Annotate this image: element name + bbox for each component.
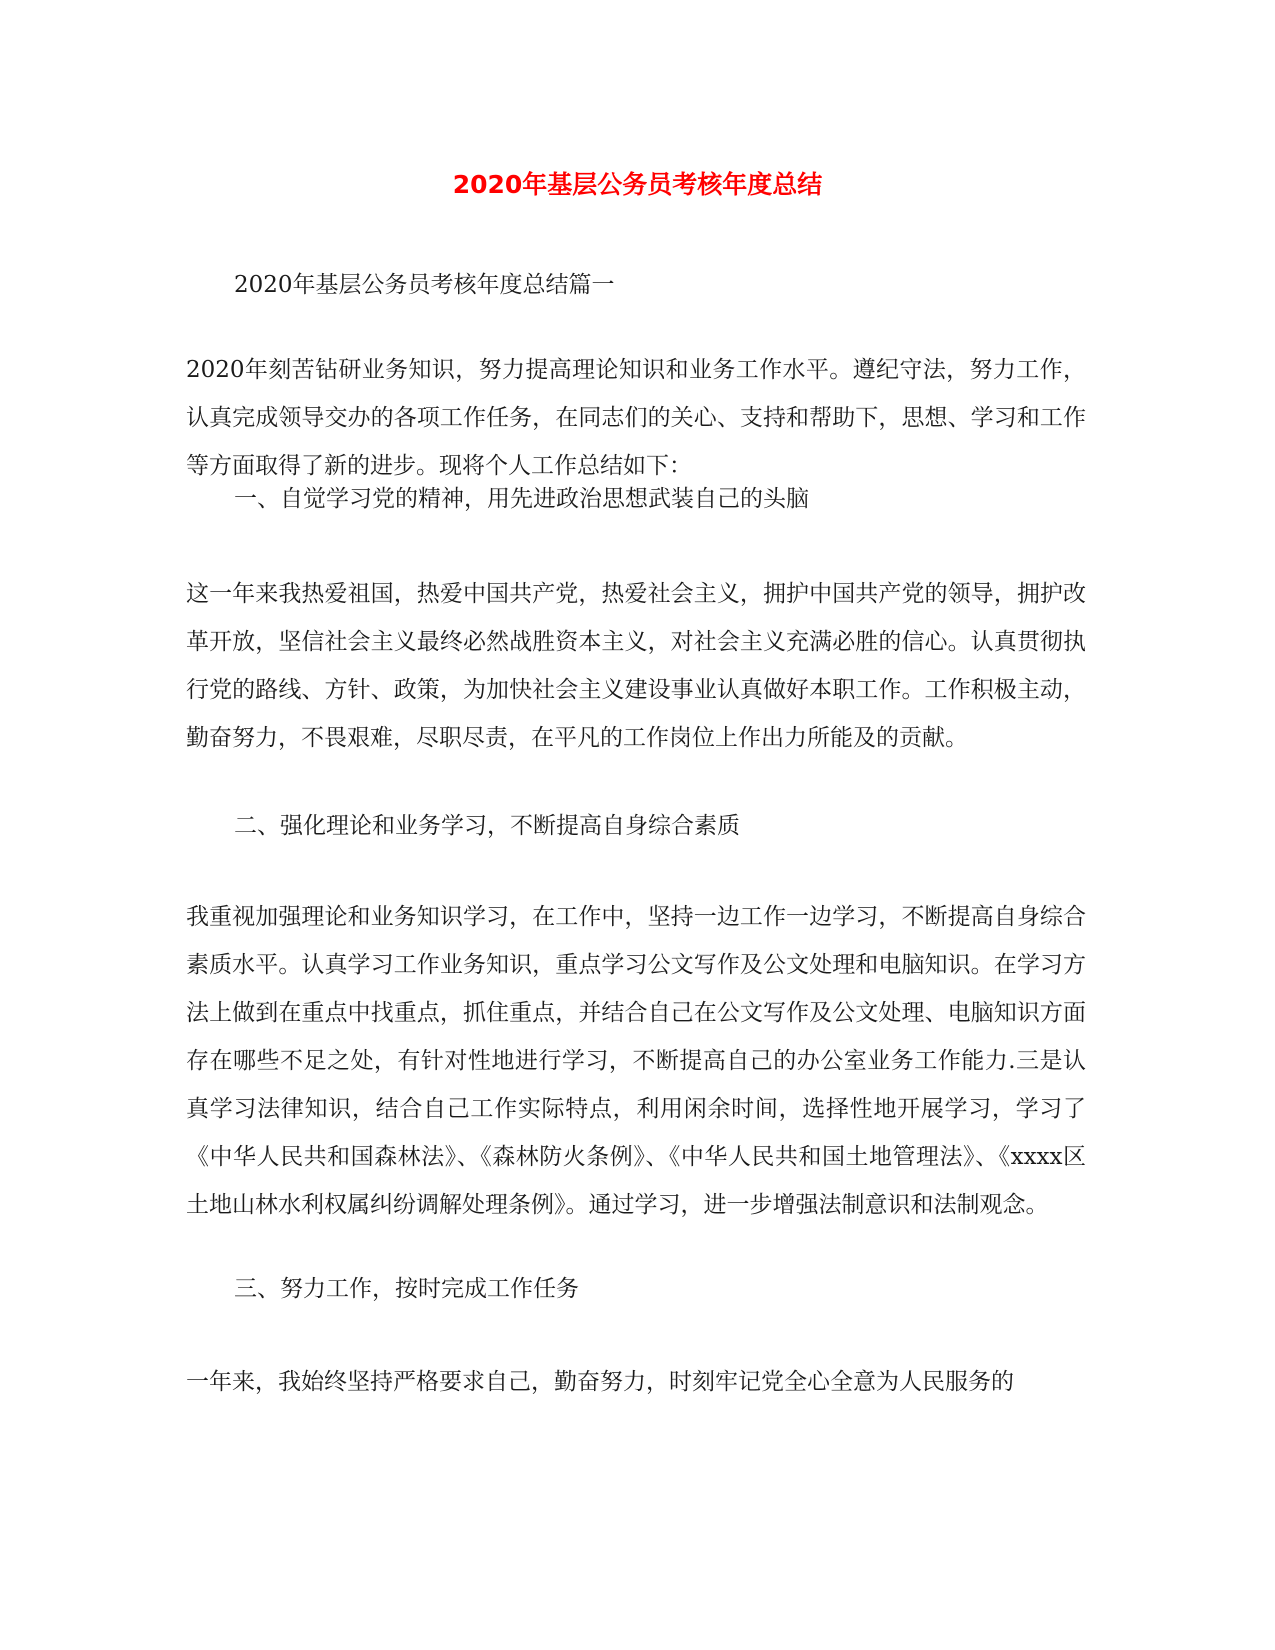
paragraph-section-3: 一年来，我始终坚持严格要求自己，勤奋努力，时刻牢记党全心全意为人民服务的 <box>186 1369 1014 1395</box>
document-subtitle: 2020年基层公务员考核年度总结篇一 <box>234 272 615 298</box>
paragraph-section-1: 这一年来我热爱祖国，热爱中国共产党，热爱社会主义，拥护中国共产党的领导，拥护改革开放，坚信社会主义最终必然战胜资本主义，对社会主义充满必胜的信心。认真贯彻执行党的路线、方针、政策，为加快社会主义建设事业认真做好本职工作。工作积极主动，勤奋努力，不畏艰难，尽职尽责，在平凡的工作岗位上作出力所能及的贡献。 <box>186 581 1086 751</box>
paragraph-intro: 2020年刻苦钻研业务知识，努力提高理论知识和业务工作水平。遵纪守法，努力工作，认真完成领导交办的各项工作任务，在同志们的关心、支持和帮助下，思想、学习和工作等方面取得了新的进步。现将个人工作总结如下： <box>186 357 1086 479</box>
paragraph-section-2: 我重视加强理论和业务知识学习，在工作中，坚持一边工作一边学习，不断提高自身综合素质水平。认真学习工作业务知识，重点学习公文写作及公文处理和电脑知识。在学习方法上做到在重点中找重点，抓住重点，并结合自己在公文写作及公文处理、电脑知识方面存在哪些不足之处，有针对性地进行学习，不断提高自己的办公室业务工作能力.三是认真学习法律知识，结合自己工作实际特点，利用闲余时间，选择性地开展学习，学习了《中华人民共和国森林法》、《森林防火条例》、《中华人民共和国土地管理法》、《xxxx区土地山林水利权属纠纷调解处理条例》。通过学习，进一步增强法制意识和法制观念。 <box>186 904 1086 1218</box>
section-heading-1: 一、自觉学习党的精神，用先进政治思想武装自己的头脑 <box>234 486 809 512</box>
section-heading-2: 二、强化理论和业务学习，不断提高自身综合素质 <box>234 813 740 839</box>
section-heading-3: 三、努力工作，按时完成工作任务 <box>234 1276 579 1302</box>
document-title: 2020年基层公务员考核年度总结 <box>452 170 823 199</box>
